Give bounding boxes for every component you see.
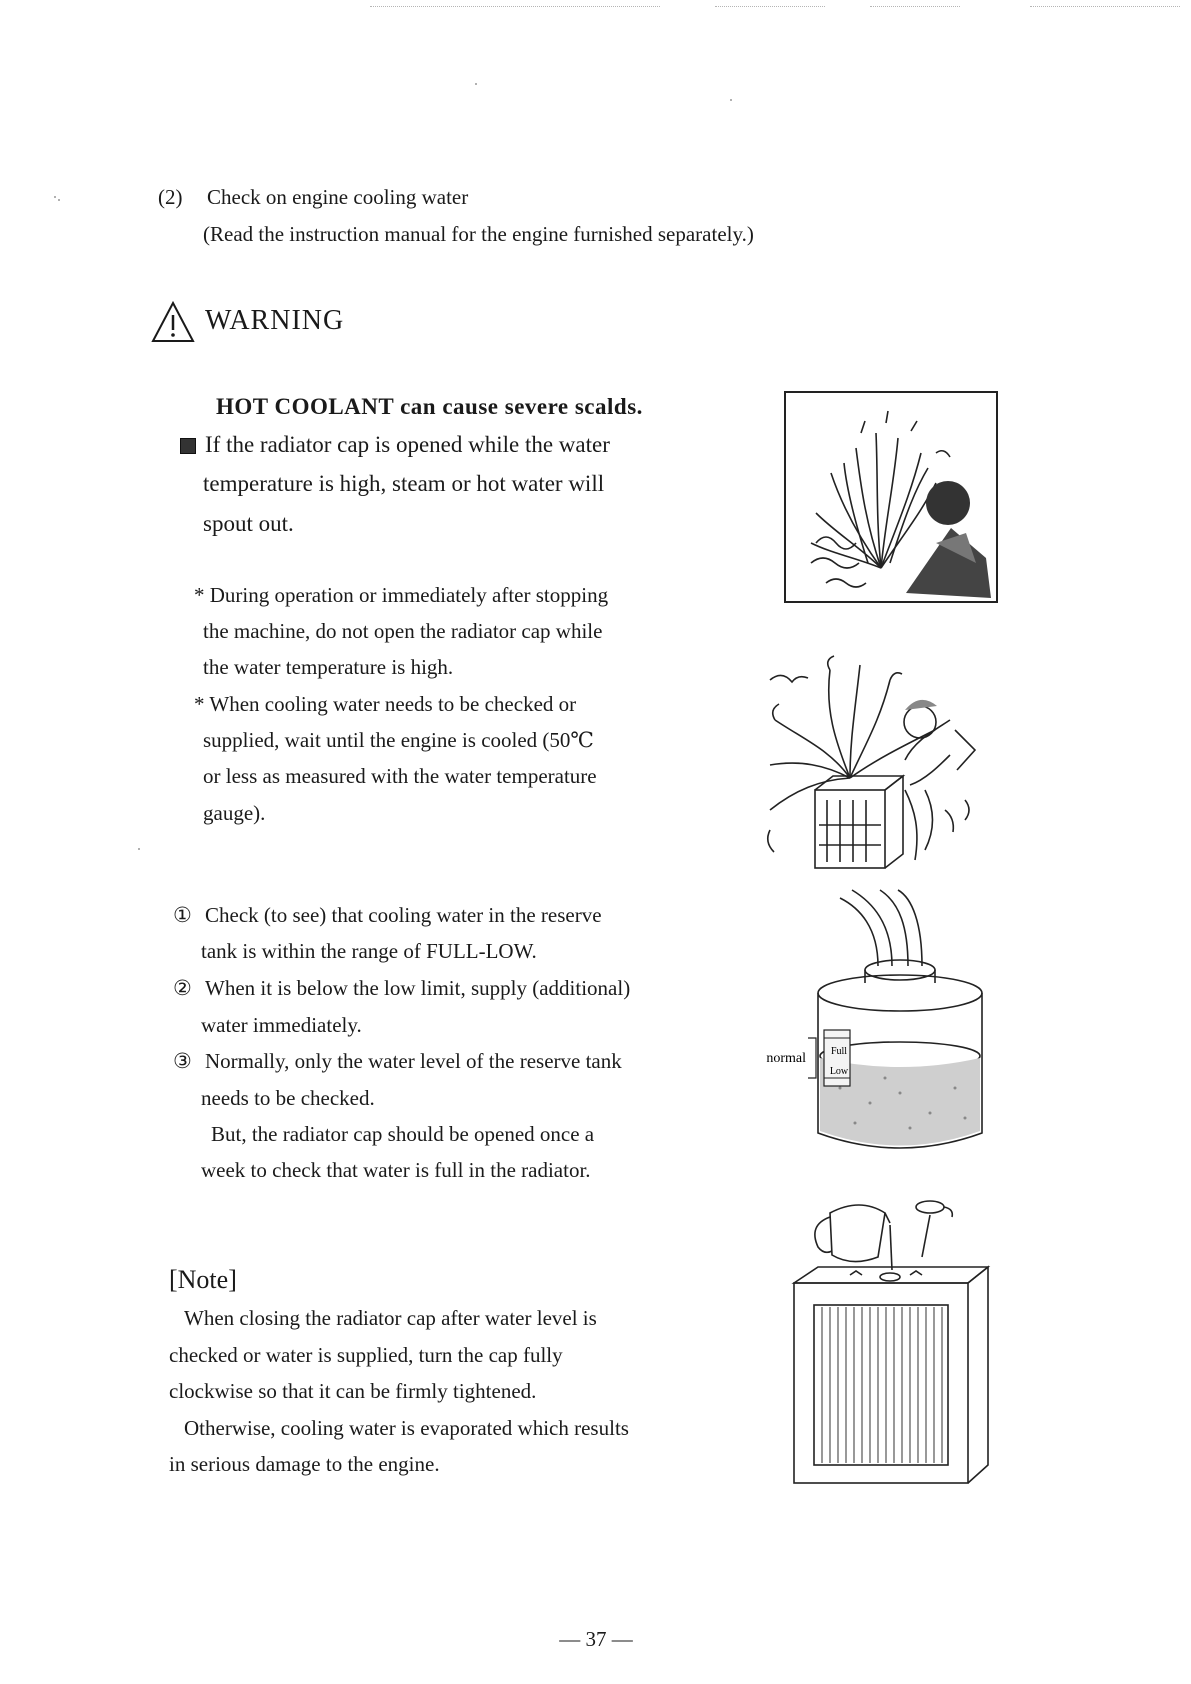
warning-bullet-line: temperature is high, steam or hot water will [203,471,605,496]
section-subtitle: (Read the instruction manual for the engine furnished separately.) [203,222,754,246]
warning-triangle-icon [150,300,196,344]
step-marker: ③ [173,1049,192,1073]
step-marker: ② [173,976,192,1000]
warning-bullet-line: spout out. [203,511,294,536]
warning-note-line: * During operation or immediately after stopping [194,583,609,607]
step-line: But, the radiator cap should be opened once a [211,1122,595,1146]
tank-full-label: Full [830,1046,848,1057]
scan-artifact [715,6,825,11]
step-line: week to check that water is full in the radiator. [201,1158,591,1182]
scan-speck [475,83,477,85]
scan-speck [58,199,60,201]
tank-low-label: Low [829,1066,849,1077]
bullet-square-icon [180,438,196,454]
note-line: When closing the radiator cap after water level is [184,1306,597,1330]
warning-note-line: supplied, wait until the engine is cooled (50℃ [203,728,594,752]
warning-note-line: gauge). [203,801,266,825]
scan-artifact [1030,6,1180,11]
section-number: (2) [158,185,183,209]
note-line: Otherwise, cooling water is evaporated which results [184,1416,629,1440]
scan-speck [730,99,732,101]
step-line: needs to be checked. [201,1086,375,1110]
warning-bullet-line: If the radiator cap is opened while the water [205,432,610,457]
warning-note-line: the water temperature is high. [203,655,454,679]
section-title: Check on engine cooling water [207,185,469,209]
step-line: water immediately. [201,1013,362,1037]
radiator-steam-illustration [755,650,1000,875]
step-line: When it is below the low limit, supply (additional) [205,976,631,1000]
scan-speck [54,196,56,198]
scan-speck [138,848,140,850]
step-line: Normally, only the water level of the reserve tank [205,1049,622,1073]
warning-note-line: * When cooling water needs to be checked or [194,692,577,716]
reserve-tank-illustration [760,888,995,1156]
warning-label: WARNING [205,305,345,336]
note-line: checked or water is supplied, turn the cap fully [169,1343,563,1367]
step-line: tank is within the range of FULL-LOW. [201,939,537,963]
steam-scald-illustration [786,393,996,601]
warning-note-line: or less as measured with the water temperature [203,764,597,788]
step-line: Check (to see) that cooling water in the reserve [205,903,602,927]
tank-normal-label: normal [766,1051,806,1066]
steam-scald-illustration-frame [784,391,998,603]
note-heading: [Note] [169,1265,237,1294]
scan-artifact [370,6,660,11]
step-marker: ① [173,903,192,927]
radiator-fill-illustration [790,1195,1000,1490]
note-line: in serious damage to the engine. [169,1452,440,1476]
note-line: clockwise so that it can be firmly tightened. [169,1379,537,1403]
scan-artifact [870,6,960,11]
warning-headline: HOT COOLANT can cause severe scalds. [216,394,643,419]
page-number: — 37 — [559,1627,633,1651]
warning-note-line: the machine, do not open the radiator cap while [203,619,603,643]
